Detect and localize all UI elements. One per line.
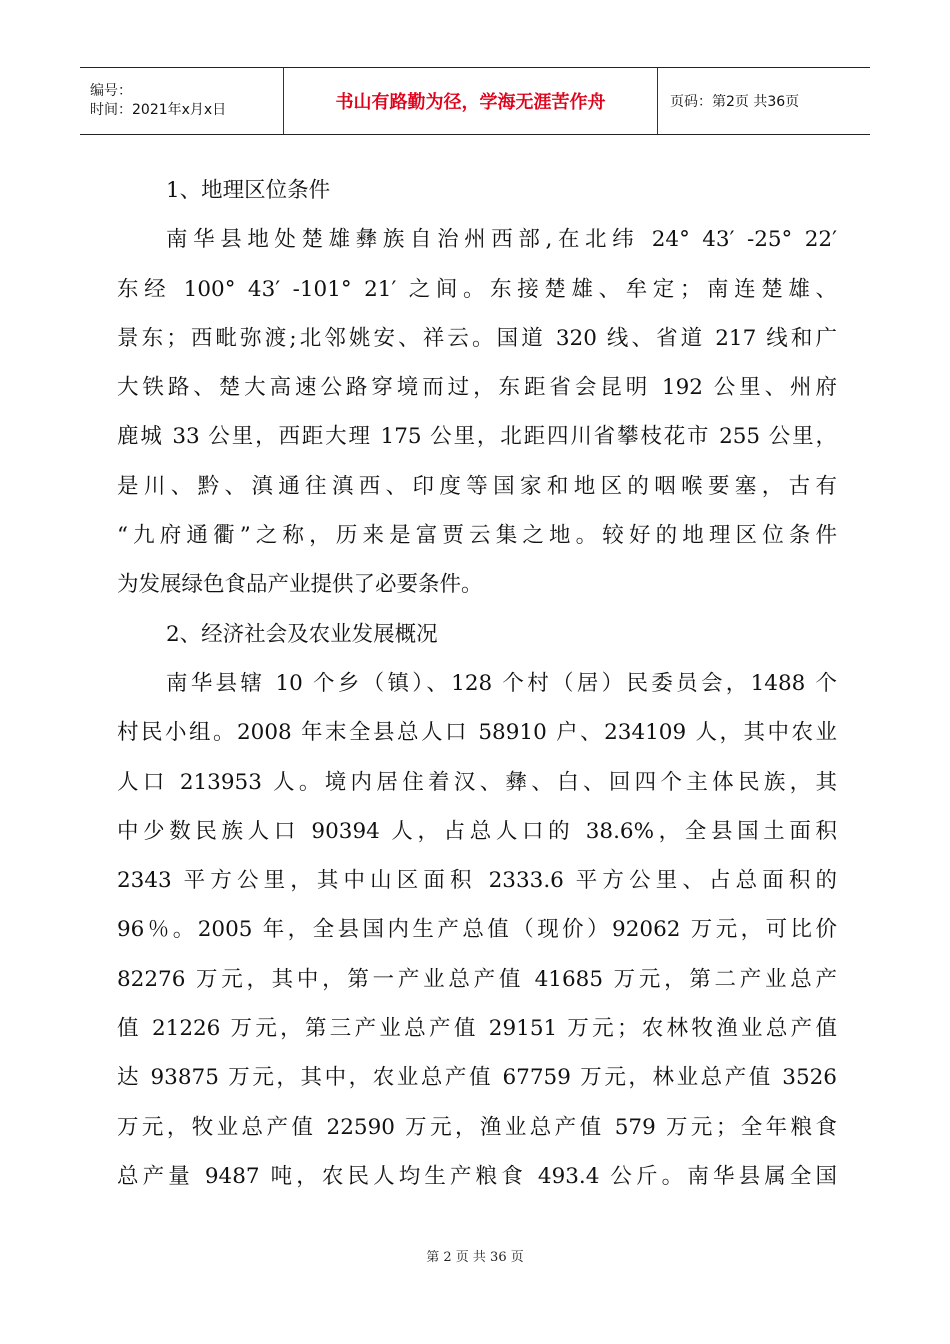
text-line: 村民小组。2008 年末全县总人口 58910 户、234109 人，其中农业 xyxy=(117,720,837,746)
header-motto xyxy=(284,68,658,134)
text-line: 万元，牧业总产值 22590 万元，渔业总产值 579 万元；全年粮食 xyxy=(117,1114,837,1140)
text-line: 大铁路、楚大高速公路穿境而过，东距省会昆明 192 公里、州府 xyxy=(117,375,837,401)
document-body xyxy=(117,166,837,1201)
text-line: 82276 万元，其中，第一产业总产值 41685 万元，第二产业总产 xyxy=(117,966,837,992)
text-line: 2343 平方公里，其中山区面积 2333.6 平方公里、占总面积的 xyxy=(117,868,837,894)
text-line: “九府通衢”之称，历来是富贾云集之地。较好的地理区位条件 xyxy=(117,523,837,549)
text-line: 值 21226 万元，第三产业总产值 29151 万元；农林牧渔业总产值 xyxy=(117,1016,837,1042)
section-heading-location: 1、地理区位条件 xyxy=(166,178,331,203)
footer-page-number: 第 2 页 共 36 页 xyxy=(426,1250,524,1265)
text-line: 达 93875 万元，其中，农业总产值 67759 万元，林业总产值 3526 xyxy=(117,1065,837,1091)
page-footer xyxy=(0,1246,950,1265)
text-line: 人口 213953 人。境内居住着汉、彝、白、回四个主体民族，其 xyxy=(117,769,837,795)
motto-text: 书山有路勤为径，学海无涯苦作舟 xyxy=(335,92,606,113)
text-line: 总产量 9487 吨，农民人均生产粮食 493.4 公斤。南华县属全国 xyxy=(117,1163,837,1189)
section-heading-economy: 2、经济社会及农业发展概况 xyxy=(166,621,438,647)
text-line: 为发展绿色食品产业提供了必要条件。 xyxy=(117,572,483,598)
text-line: 南华县地处楚雄彝族自治州西部,在北纬 24° 43′ -25° 22′ xyxy=(166,227,837,253)
text-line: 中少数民族人口 90394 人，占总人口的 38.6%，全县国土面积 xyxy=(117,818,837,844)
text-line: 景东；西毗弥渡;北邻姚安、祥云。国道 320 线、省道 217 线和广 xyxy=(117,325,837,351)
page-info-text: 页码：第2页 共36页 xyxy=(670,94,800,110)
header-page-info xyxy=(658,68,870,134)
text-line: 南华县辖 10 个乡（镇）、128 个村（居）民委员会，1488 个 xyxy=(166,670,837,696)
header-meta xyxy=(80,68,284,134)
time-label: 时间：2021年x月x日 xyxy=(90,102,227,118)
text-line: 96％。2005 年，全县国内生产总值（现价）92062 万元，可比价 xyxy=(117,917,837,943)
code-label: 编号： xyxy=(90,83,132,99)
text-line: 是川、黔、滇通往滇西、印度等国家和地区的咽喉要塞，古有 xyxy=(117,473,837,499)
page-header xyxy=(80,67,870,135)
text-line: 东经 100° 43′ -101° 21′ 之间。东接楚雄、牟定；南连楚雄、 xyxy=(117,276,837,302)
text-line: 鹿城 33 公里，西距大理 175 公里，北距四川省攀枝花市 255 公里， xyxy=(117,424,837,450)
